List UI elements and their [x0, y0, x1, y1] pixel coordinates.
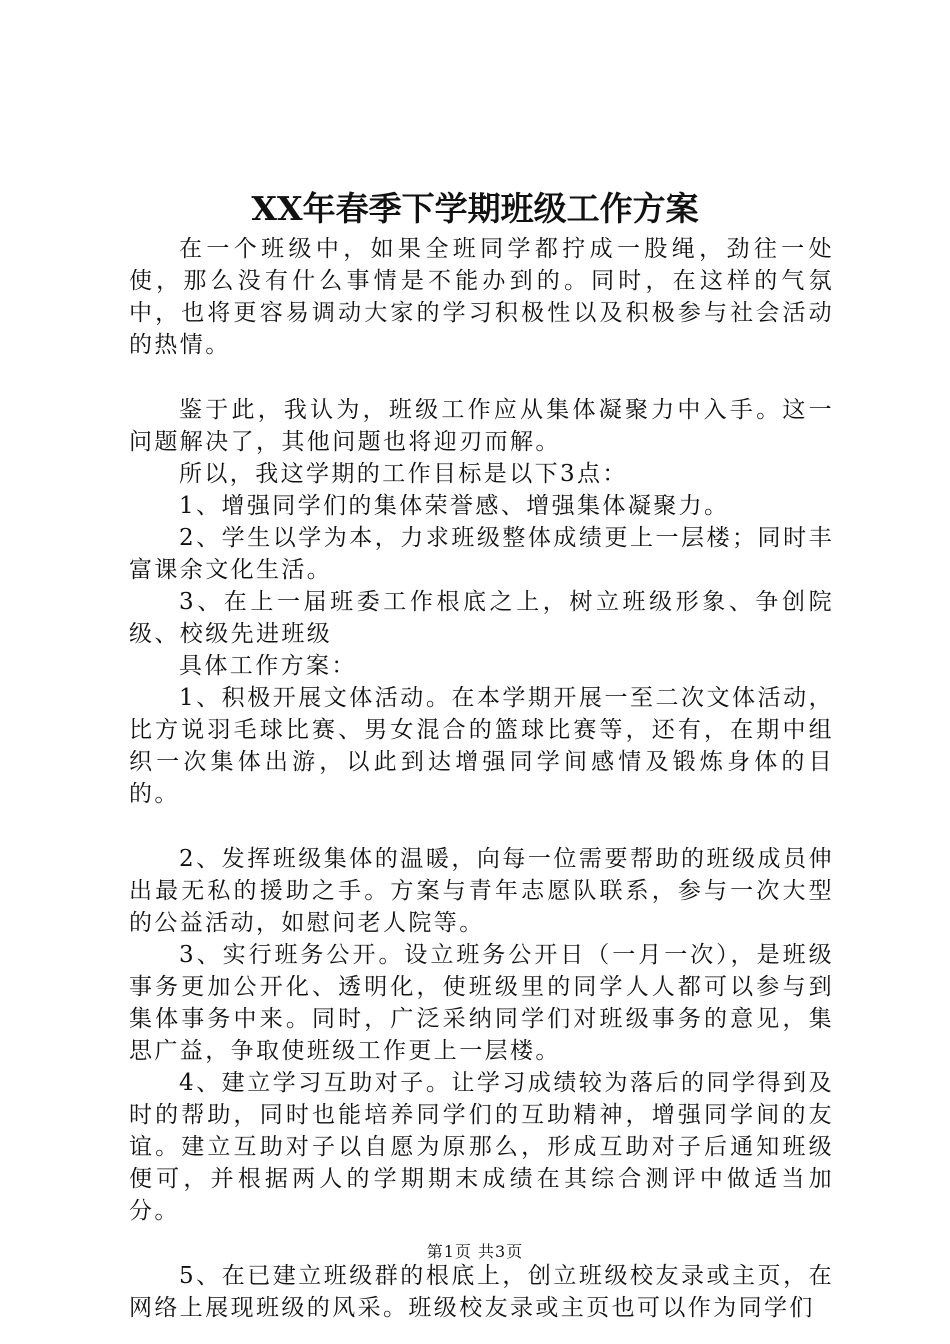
document-body	[129, 233, 834, 1324]
paragraph-approach: 鉴于此，我认为，班级工作应从集体凝聚力中入手。这一问题解决了，其他问题也将迎刃而解。	[129, 397, 834, 455]
goal-item-2: 2、学生以学为本，力求班级整体成绩更上一层楼；同时丰富课余文化生活。	[129, 525, 834, 583]
paragraph-intro: 在一个班级中，如果全班同学都拧成一股绳，劲往一处使，那么没有什么事情是不能办到的。同时，在这样的气氛中，也将更容易调动大家的学习积极性以及积极参与社会活动的热情。	[129, 236, 834, 358]
plan-item-1: 1、积极开展文体活动。在本学期开展一至二次文体活动，比方说羽毛球比赛、男女混合的篮球比赛等，还有，在期中组织一次集体出游，以此到达增强同学间感情及锻炼身体的目的。	[129, 685, 834, 807]
goal-item-3: 3、在上一届班委工作根底之上，树立班级形象、争创院级、校级先进班级	[129, 589, 834, 647]
plan-item-2: 2、发挥班级集体的温暖，向每一位需要帮助的班级成员伸出最无私的援助之手。方案与青年志愿队联系，参与一次大型的公益活动，如慰问老人院等。	[129, 846, 834, 936]
plan-item-4: 4、建立学习互助对子。让学习成绩较为落后的同学得到及时的帮助，同时也能培养同学们的互助精神，增强同学间的友谊。建立互助对子以自愿为原那么，形成互助对子后通知班级便可，并根据两人的学期期末成绩在其综合测评中做适当加分。	[129, 1070, 834, 1224]
paragraph-goals-intro: 所以，我这学期的工作目标是以下3点：	[179, 461, 628, 487]
plan-item-5: 5、在已建立班级群的根底上，创立班级校友录或主页，在网络上展现班级的风采。班级校友录或主页也可以作为同学们	[129, 1263, 834, 1321]
goal-item-1: 1、增强同学们的集体荣誉感、增强集体凝聚力。	[179, 493, 730, 519]
page-number-footer: 第1页 共3页	[426, 1242, 524, 1261]
plan-item-3: 3、实行班务公开。设立班务公开日（一月一次），是班级事务更加公开化、透明化，使班级里的同学人人都可以参与到集体事务中来。同时，广泛采纳同学们对班级事务的意见，集思广益，争取使班级工作更上一层楼。	[129, 942, 834, 1064]
plan-heading: 具体工作方案：	[179, 653, 357, 679]
document-title: XX年春季下学期班级工作方案	[251, 189, 699, 228]
